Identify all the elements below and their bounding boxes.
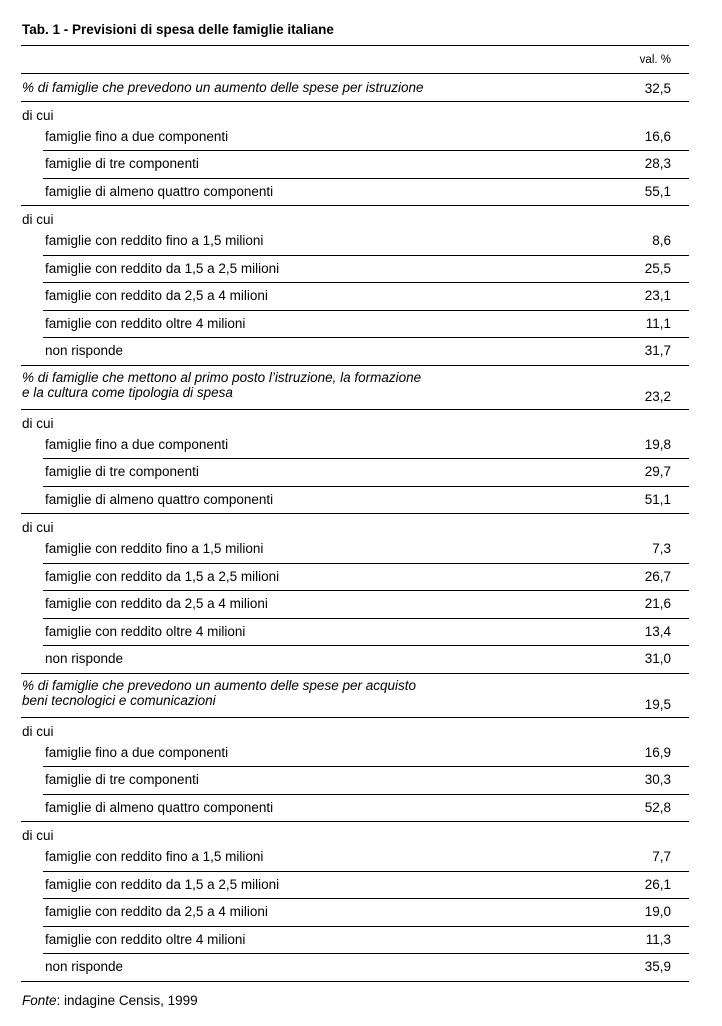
row-value: 16,9 [644, 744, 671, 760]
row-divider [43, 486, 689, 487]
row-value: 11,1 [645, 315, 671, 331]
row-value: 25,5 [644, 260, 671, 276]
row-divider [43, 150, 689, 151]
row-label: famiglie di almeno quattro componenti [45, 799, 274, 815]
row-label: famiglie fino a due componenti [45, 128, 229, 144]
row-label: famiglie con reddito da 1,5 a 2,5 milioni [45, 568, 280, 584]
row-label: non risponde [45, 651, 124, 666]
table-title: Tab. 1 - Previsioni di spesa delle famiglie italiane [22, 22, 334, 37]
section-rule [21, 409, 689, 410]
row-value: 35,9 [644, 959, 671, 974]
group-rule [21, 513, 689, 514]
row-value: 19,0 [644, 904, 671, 919]
row-value: 8,6 [652, 233, 671, 248]
row-divider [43, 590, 689, 591]
group-label: di cui [22, 415, 54, 431]
row-divider [43, 871, 689, 872]
group-rule [21, 821, 689, 822]
row-divider [43, 766, 689, 767]
row-divider [43, 310, 689, 311]
section-heading: e la cultura come tipologia di spesa [22, 385, 233, 400]
group-label: di cui [22, 723, 54, 739]
row-divider [43, 282, 689, 283]
row-label: famiglie fino a due componenti [45, 744, 229, 760]
row-value: 7,3 [652, 541, 671, 556]
row-label: famiglie con reddito oltre 4 milioni [45, 623, 246, 639]
row-value: 29,7 [644, 464, 671, 479]
row-label: famiglie con reddito da 2,5 a 4 milioni [45, 596, 268, 611]
row-value: 31,7 [644, 343, 671, 358]
row-value: 28,3 [644, 156, 671, 171]
section-heading: % di famiglie che prevedono un aumento delle spese per istruzione [22, 80, 424, 95]
row-divider [43, 178, 689, 179]
group-label: di cui [22, 828, 54, 843]
group-rule [21, 205, 689, 206]
section-heading: % di famiglie che mettono al primo posto l’istruzione, la formazione [22, 369, 422, 385]
row-divider [43, 458, 689, 459]
row-label: famiglie con reddito da 1,5 a 2,5 milioni [45, 876, 280, 892]
row-value: 16,6 [644, 128, 671, 144]
row-value: 52,8 [644, 799, 671, 815]
section-value: 19,5 [644, 696, 671, 712]
row-label: famiglie di almeno quattro componenti [45, 183, 274, 199]
row-label: famiglie fino a due componenti [45, 436, 229, 452]
group-label: di cui [22, 107, 54, 123]
row-label: famiglie con reddito fino a 1,5 milioni [45, 541, 264, 556]
row-label: famiglie con reddito oltre 4 milioni [45, 315, 246, 331]
section-heading: % di famiglie che prevedono un aumento delle spese per acquisto [22, 677, 416, 693]
row-value: 26,1 [644, 876, 671, 892]
row-value: 11,3 [645, 931, 671, 947]
row-label: non risponde [45, 343, 124, 358]
row-value: 23,1 [644, 288, 671, 303]
row-divider [43, 337, 689, 338]
row-value: 30,3 [644, 772, 671, 787]
row-value: 26,7 [644, 568, 671, 584]
source-note [22, 993, 198, 1008]
group-rule [21, 365, 689, 366]
row-value: 7,7 [652, 849, 671, 864]
source-text: : indagine Censis, 1999 [56, 993, 198, 1008]
row-label: famiglie di tre componenti [45, 156, 199, 171]
row-divider [43, 794, 689, 795]
column-header-value: val. % [639, 54, 671, 66]
row-label: famiglie di tre componenti [45, 464, 199, 479]
row-value: 55,1 [644, 183, 671, 199]
section-rule [21, 101, 689, 102]
group-rule [21, 981, 689, 982]
group-rule [21, 673, 689, 674]
section-rule [21, 717, 689, 718]
row-label: famiglie con reddito fino a 1,5 milioni [45, 233, 264, 248]
row-label: famiglie con reddito da 1,5 a 2,5 milioni [45, 260, 280, 276]
row-label: famiglie di tre componenti [45, 772, 199, 787]
row-divider [43, 563, 689, 564]
source-label: Fonte [22, 993, 57, 1008]
row-divider [43, 953, 689, 954]
table-top-rule [21, 45, 689, 46]
section-heading: beni tecnologici e comunicazioni [22, 693, 216, 708]
row-label: famiglie di almeno quattro componenti [45, 491, 274, 507]
row-value: 21,6 [644, 596, 671, 611]
group-label: di cui [22, 520, 54, 535]
row-divider [43, 926, 689, 927]
group-label: di cui [22, 212, 54, 227]
row-divider [43, 255, 689, 256]
row-value: 51,1 [644, 491, 671, 507]
row-value: 31,0 [644, 651, 671, 666]
row-label: famiglie con reddito fino a 1,5 milioni [45, 849, 264, 864]
row-divider [43, 645, 689, 646]
section-value: 23,2 [644, 388, 671, 404]
row-label: famiglie con reddito da 2,5 a 4 milioni [45, 288, 268, 303]
row-label: famiglie con reddito da 2,5 a 4 milioni [45, 904, 268, 919]
section-value: 32,5 [644, 80, 671, 96]
row-divider [43, 898, 689, 899]
row-value: 19,8 [644, 436, 671, 452]
row-value: 13,4 [644, 623, 671, 639]
row-label: non risponde [45, 959, 124, 974]
row-divider [43, 618, 689, 619]
header-rule [21, 73, 689, 74]
row-label: famiglie con reddito oltre 4 milioni [45, 931, 246, 947]
